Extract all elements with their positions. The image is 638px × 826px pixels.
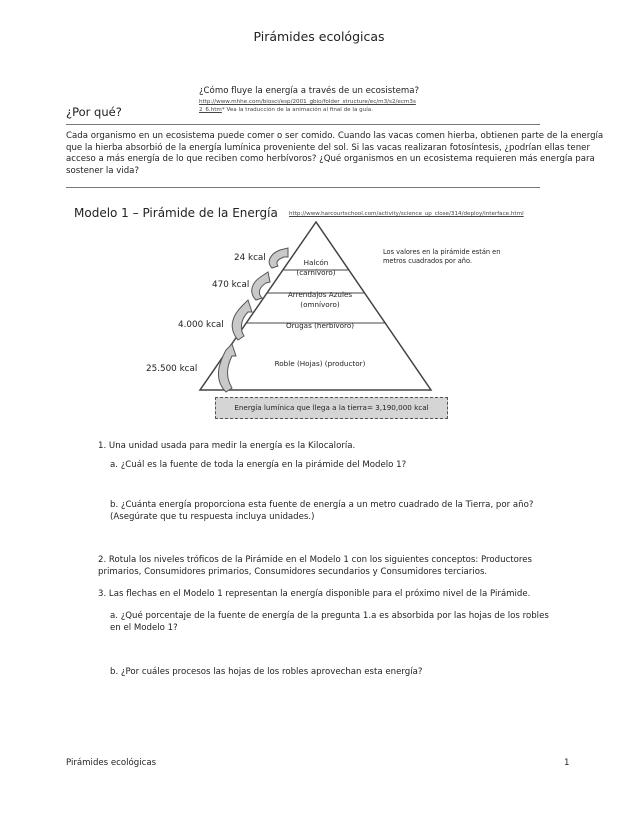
level-2-role: (omnívoro): [300, 299, 340, 309]
model-link[interactable]: http://www.harcourtschool.com/activity/science_up_close/314/deploy/interface.html: [289, 211, 524, 217]
footer-title: Pirámides ecológicas: [66, 758, 157, 768]
question-1b-line2: (Asegúrate que tu respuesta incluya unidades.): [110, 512, 315, 522]
page-number: 1: [564, 758, 570, 768]
question-3: 3. Las flechas en el Modelo 1 representan la energía disponible para el próximo nivel de la Pirámide.: [98, 589, 531, 599]
question-2-line1: 2. Rotula los niveles tróficos de la Pirámide en el Modelo 1 con los siguientes conceptos: Productores: [98, 555, 533, 565]
level-1-name: Halcón: [303, 258, 329, 267]
sunlight-energy-box: Energía lumínica que llega a la tierra= 3,190,000 kcal: [215, 397, 448, 419]
pyramid-level-top: [276, 258, 356, 277]
question-1b-line1: b. ¿Cuánta energía proporciona esta fuente de energía a un metro cuadrado de la Tierra, por año?: [110, 500, 534, 510]
question-1a: a. ¿Cuál es la fuente de toda la energía en la pirámide del Modelo 1?: [110, 460, 407, 470]
por-que-heading: ¿Por qué?: [66, 105, 122, 119]
page-title: Pirámides ecológicas: [253, 29, 385, 44]
intro-paragraph: Cada organismo en un ecosistema puede comer o ser comido. Cuando las vacas comen hierba, obtienen parte de la energía que la hierba absorbió de la energía lumínica proveniente del sol. Si las vacas realizaran fotosíntesis, ¿podrían ellas tener acceso a más energía de lo que reciben como herbívoros? ¿Qué organismos en un ecosistema requieren más energía para sostener la vida?: [66, 131, 604, 176]
kcal-label-1: 24 kcal: [234, 253, 266, 263]
pyramid-level-4: [245, 359, 395, 369]
animation-url-note: * Vea la traducción de la animación al final de la guía.: [221, 107, 374, 113]
pyramid-level-2: [270, 290, 370, 309]
question-2-line2: primarios, Consumidores primarios, Consumidores secundarios y Consumidores terciarios.: [98, 567, 488, 577]
question-3b: b. ¿Por cuáles procesos las hojas de los robles aprovechan esta energía?: [110, 667, 423, 677]
level-3-name: Orugas (herbívoro): [285, 321, 355, 330]
kcal-label-4: 25.500 kcal: [146, 364, 198, 374]
level-4-name: Roble (Hojas) (productor): [274, 359, 366, 368]
kcal-label-3: 4.000 kcal: [178, 320, 224, 330]
question-1: 1. Una unidad usada para medir la energía es la Kilocaloría.: [98, 441, 356, 451]
units-note: Los valores en la pirámide están en metros cuadrados por año.: [383, 248, 501, 265]
level-2-name: Arrendajos Azules: [287, 290, 353, 299]
question-3a-line2: en el Modelo 1?: [110, 623, 178, 633]
model-title: Modelo 1 – Pirámide de la Energía: [74, 206, 278, 220]
question-3a-line1: a. ¿Qué porcentaje de la fuente de energía de la pregunta 1.a es absorbida por las hojas de los robles: [110, 611, 549, 621]
guiding-question: ¿Cómo fluye la energía a través de un ecosistema?: [199, 86, 420, 96]
pyramid-level-3: [260, 321, 380, 331]
kcal-label-2: 470 kcal: [212, 280, 250, 290]
animation-url-line1[interactable]: http://www.mhhe.com/biosci/esp/2001_gbio/folder_structure/ec/m3/s2/ecm3s: [199, 99, 416, 105]
level-1-role: (carnívoro): [296, 267, 336, 277]
animation-url-line2[interactable]: 2_6.htm: [199, 107, 222, 113]
